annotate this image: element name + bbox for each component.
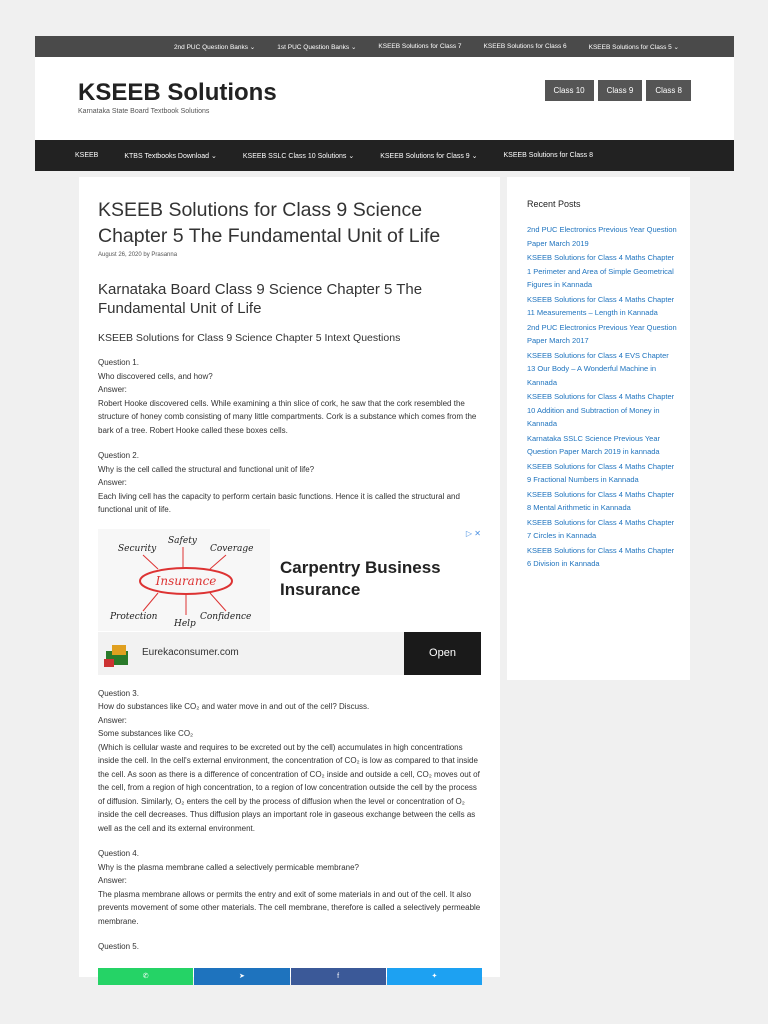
article-subheading: Karnataka Board Class 9 Science Chapter 5 The Fundamental Unit of Life — [98, 281, 423, 317]
ad-image-word-security: Security — [118, 543, 157, 554]
question-label: Question 3. — [98, 688, 139, 698]
top-menu-item-class-5[interactable]: KSEEB Solutions for Class 5 ⌄ — [588, 43, 679, 51]
top-menu-item-class-6[interactable]: KSEEB Solutions for Class 6 — [483, 43, 567, 50]
nav-item-class-9[interactable]: KSEEB Solutions for Class 9 ⌄ — [380, 152, 478, 160]
share-bar — [98, 968, 482, 985]
ad-image-word-safety: Safety — [168, 535, 197, 546]
sidebar-recent-posts — [507, 177, 690, 680]
ad-footer — [98, 632, 481, 675]
top-menu-item-2nd-puc[interactable]: 2nd PUC Question Banks ⌄ — [173, 43, 256, 51]
question-label: Question 1. — [98, 358, 139, 367]
nav-item-kseeb[interactable]: KSEEB — [75, 152, 99, 159]
answer-text: Robert Hooke discovered cells. While examining a thin slice of cork, he saw that the cork resembled the structure of honey comb consisting of many little compartments. Cork is a substance which comes from the bark of a tree. Robert Hooke called these boxes cells. — [98, 398, 477, 435]
answer-label: Answer: — [98, 715, 127, 725]
nav-item-class-8[interactable]: KSEEB Solutions for Class 8 — [503, 152, 593, 159]
ad-image-word-insurance: Insurance — [155, 573, 217, 588]
site-title[interactable]: KSEEB Solutions — [78, 79, 277, 106]
answer-label: Answer: — [98, 385, 127, 394]
ad-headline[interactable]: Carpentry Business Insurance — [280, 557, 441, 599]
answer-text: The plasma membrane allows or permits the entry and exit of some materials in and out of the cell. It also prevents movement of some other materials. The cell membrane, therefore is called a selectively permeable membrane. — [98, 889, 481, 926]
question-label: Question 5. — [98, 942, 139, 951]
recent-post-link[interactable]: 2nd PUC Electronics Previous Year Question Paper March 2017 — [527, 322, 677, 345]
recent-post-link[interactable]: KSEEB Solutions for Class 4 Maths Chapter 6 Division in Kannada — [527, 545, 675, 568]
answer-text: (Which is cellular waste and requires to be excreted out by the cell) accumulates in high concentrations inside the cell. In the cell's external environment, the concentration of CO₂ is low as compared to that inside the cell. As soon as there is a difference of concentration of CO₂ inside and outside a cell, CO₂ moves out of the cell, from a region of high concentration, to a region of low concentration outside the cell by the process of diffusion. Similarly, O₂ enters the cell by the process of diffusion when the level or concentration of O₂ inside the cell decreases. Thus diffusion plays an important role in gaseous exchange between the cells as well as the cell and its external environment. — [98, 742, 480, 833]
article-meta: August 26, 2020 by Prasanna — [98, 252, 178, 258]
ad-image-word-confidence: Confidence — [200, 611, 252, 622]
answer-label: Answer: — [98, 876, 127, 885]
question-5 — [98, 940, 481, 954]
top-menu-bar — [35, 36, 734, 57]
article-title: KSEEB Solutions for Class 9 Science Chapter 5 The Fundamental Unit of Life — [98, 199, 441, 247]
whatsapp-icon[interactable]: ✆ — [98, 968, 193, 985]
recent-post-link[interactable]: KSEEB Solutions for Class 4 Maths Chapter 7 Circles in Kannada — [527, 517, 675, 540]
recent-post-link[interactable]: KSEEB Solutions for Class 4 Maths Chapter 10 Addition and Subtraction of Money in Kannada — [527, 392, 675, 428]
recent-post-link[interactable]: KSEEB Solutions for Class 4 Maths Chapter 1 Perimeter and Area of Simple Geometrical Figures in Kannada — [527, 253, 675, 289]
question-text: Why is the cell called the structural and functional unit of life? — [98, 464, 315, 474]
class-9-button[interactable]: Class 9 — [598, 80, 643, 101]
class-8-button[interactable]: Class 8 — [646, 80, 691, 101]
recent-post-link[interactable]: KSEEB Solutions for Class 4 Maths Chapter 11 Measurements – Length in Kannada — [527, 294, 675, 317]
ad-close-icon[interactable]: ▷ ✕ — [465, 528, 481, 538]
recent-post-link[interactable]: KSEEB Solutions for Class 4 Maths Chapter 9 Fractional Numbers in Kannada — [527, 461, 675, 484]
ad-open-button[interactable]: Open — [404, 632, 481, 675]
question-label: Question 2. — [98, 451, 139, 460]
site-header — [35, 57, 734, 140]
facebook-icon[interactable]: f — [291, 968, 386, 985]
recent-post-link[interactable]: 2nd PUC Electronics Previous Year Question Paper March 2019 — [527, 225, 677, 248]
recent-post-link[interactable]: KSEEB Solutions for Class 4 EVS Chapter 13 Our Body – A Wonderful Machine in Kannada — [527, 350, 669, 387]
main-navigation — [35, 140, 734, 171]
question-text: How do substances like CO₂ and water move in and out of the cell? Discuss. — [98, 702, 370, 711]
answer-text: Each living cell has the capacity to perform certain basic functions. Hence it is called the structural and functional unit of life. — [98, 491, 460, 514]
question-text: Who discovered cells, and how? — [98, 371, 213, 381]
ad-image-word-protection: Protection — [110, 611, 158, 622]
ad-image-word-coverage: Coverage — [210, 543, 254, 554]
question-2 — [98, 449, 481, 517]
site-description: Karnataka State Board Textbook Solutions — [78, 108, 210, 115]
recent-post-link[interactable]: KSEEB Solutions for Class 4 Maths Chapter 8 Mental Arithmetic in Kannada — [527, 489, 675, 512]
recent-posts-list — [507, 223, 677, 571]
top-menu-item-1st-puc[interactable]: 1st PUC Question Banks ⌄ — [277, 43, 357, 51]
ad-logo-icon — [102, 639, 136, 669]
question-text: Why is the plasma membrane called a selectively permicable membrane? — [98, 862, 359, 872]
article-content — [79, 177, 500, 977]
answer-label: Answer: — [98, 478, 127, 487]
article-section-heading: KSEEB Solutions for Class 9 Science Chapter 5 Intext Questions — [98, 332, 401, 344]
answer-line: Some substances like CO₂ — [98, 729, 194, 738]
top-menu-item-class-7[interactable]: KSEEB Solutions for Class 7 — [378, 43, 462, 50]
nav-item-sslc-class-10[interactable]: KSEEB SSLC Class 10 Solutions ⌄ — [242, 152, 355, 160]
class-buttons — [545, 80, 692, 101]
recent-post-link[interactable]: Karnataka SSLC Science Previous Year Question Paper March 2019 in kannada — [527, 433, 660, 456]
question-4 — [98, 847, 481, 928]
advertisement[interactable] — [98, 529, 481, 675]
question-label: Question 4. — [98, 849, 139, 858]
twitter-icon[interactable]: ✦ — [387, 968, 482, 985]
nav-item-ktbs-textbooks[interactable]: KTBS Textbooks Download ⌄ — [124, 152, 217, 160]
sidebar-title: Recent Posts — [527, 199, 581, 209]
telegram-icon[interactable]: ➤ — [194, 968, 289, 985]
ad-image-word-help: Help — [174, 618, 196, 629]
question-1 — [98, 356, 481, 437]
ad-domain[interactable]: Eurekaconsumer.com — [142, 646, 239, 658]
ad-image[interactable] — [98, 529, 270, 631]
question-3 — [98, 687, 481, 836]
class-10-button[interactable]: Class 10 — [545, 80, 594, 101]
